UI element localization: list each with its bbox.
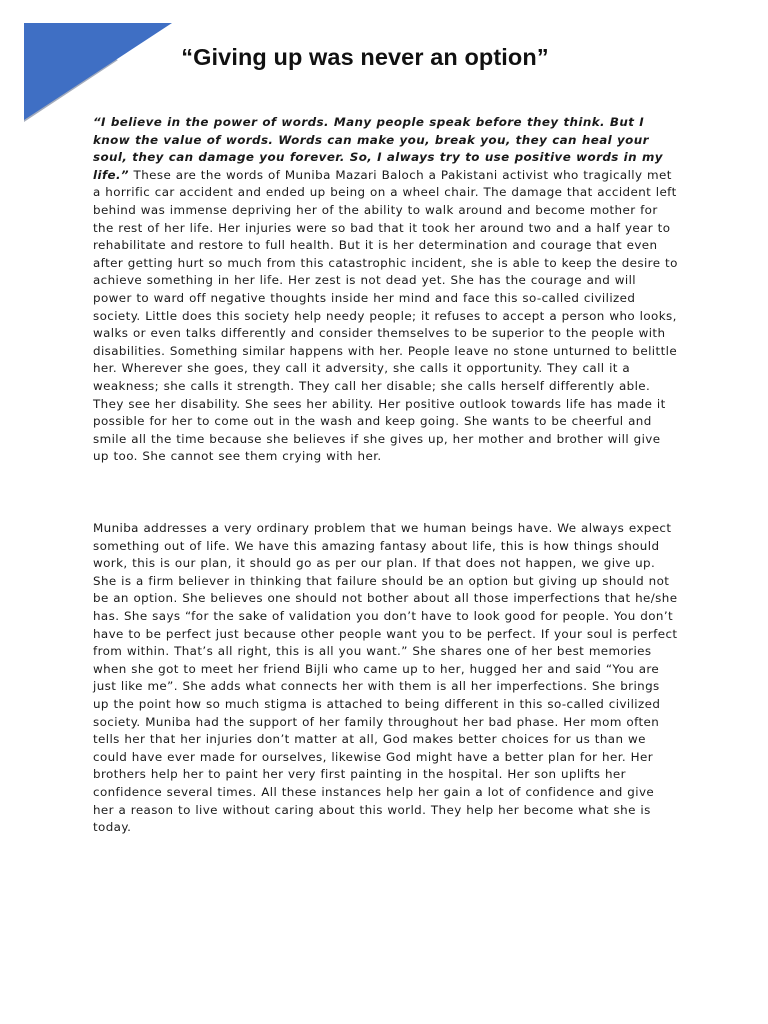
opening-quote: “I believe in the power of words. Many people speak before they think. But I know the value of words. Words can make you, break you, they can heal your soul, they can damage you forever. So, I always try to use positive words in my life.” <box>93 115 663 182</box>
page-title: “Giving up was never an option” <box>181 44 549 70</box>
paragraph-1-body: These are the words of Muniba Mazari Baloch a Pakistani activist who tragically met a horrific car accident and ended up being on a wheel chair. The damage that accident left behind was immense depriving her of the ability to walk around and become mother for the rest of her life. Her injuries were so bad that it took her around two and a half year to rehabilitate and restore to full health. But it is her determination and courage that even after getting hurt so much from this catastrophic incident, she is able to keep the desire to achieve something in her life. Her zest is not dead yet. She has the courage and will power to ward off negative thoughts inside her mind and face this so-called civilized society. Little does this society help needy people; it refuses to accept a person who looks, walks or even talks differently and consider themselves to be superior to the people with disabilities. Something similar happens with her. People leave no stone unturned to belittle her. Wherever she goes, they call it adversity, she calls it opportunity. They call it a weakness; she calls it strength. They call her disable; she calls herself differently able. They see her disability. She sees her ability. Her positive outlook towards life has made it possible for her to come out in the wash and keep going. She wants to be cheerful and smile all the time because she believes if she gives up, her mother and brother will give up too. She cannot see them crying with her. <box>93 167 678 464</box>
corner-triangle-dark-blue <box>24 23 172 120</box>
paragraph-2: Muniba addresses a very ordinary problem that we human beings have. We always expect something out of life. We have this amazing fantasy about life, this is how things should work, this is our plan, it should go as per our plan. If that does not happen, we give up. She is a firm believer in thinking that failure should be an option but giving up should not be an option. She believes one should not bother about all those imperfections that he/she has. She says “for the sake of validation you don’t have to look good for people. You don’t have to be perfect just because other people want you to be perfect. If your soul is perfect from within. That’s all right, this is all you want.” She shares one of her best memories when she got to meet her friend Bijli who came up to her, hugged her and said “You are just like me”. She adds what connects her with them is all her imperfections. She brings up the point how so much stigma is attached to being different in this so-called civilized society. Muniba had the support of her family throughout her bad phase. Her mom often tells her that her injuries don’t matter at all, God makes better choices for us than we could have ever made for ourselves, likewise God might have a better plan for her. Her brothers help her to paint her very first painting in the hospital. Her son uplifts her confidence several times. All these instances help her gain a lot of confidence and give her a reason to live without caring about this world. They help her become what she is today. <box>93 521 678 835</box>
paragraph-1 <box>93 114 678 466</box>
